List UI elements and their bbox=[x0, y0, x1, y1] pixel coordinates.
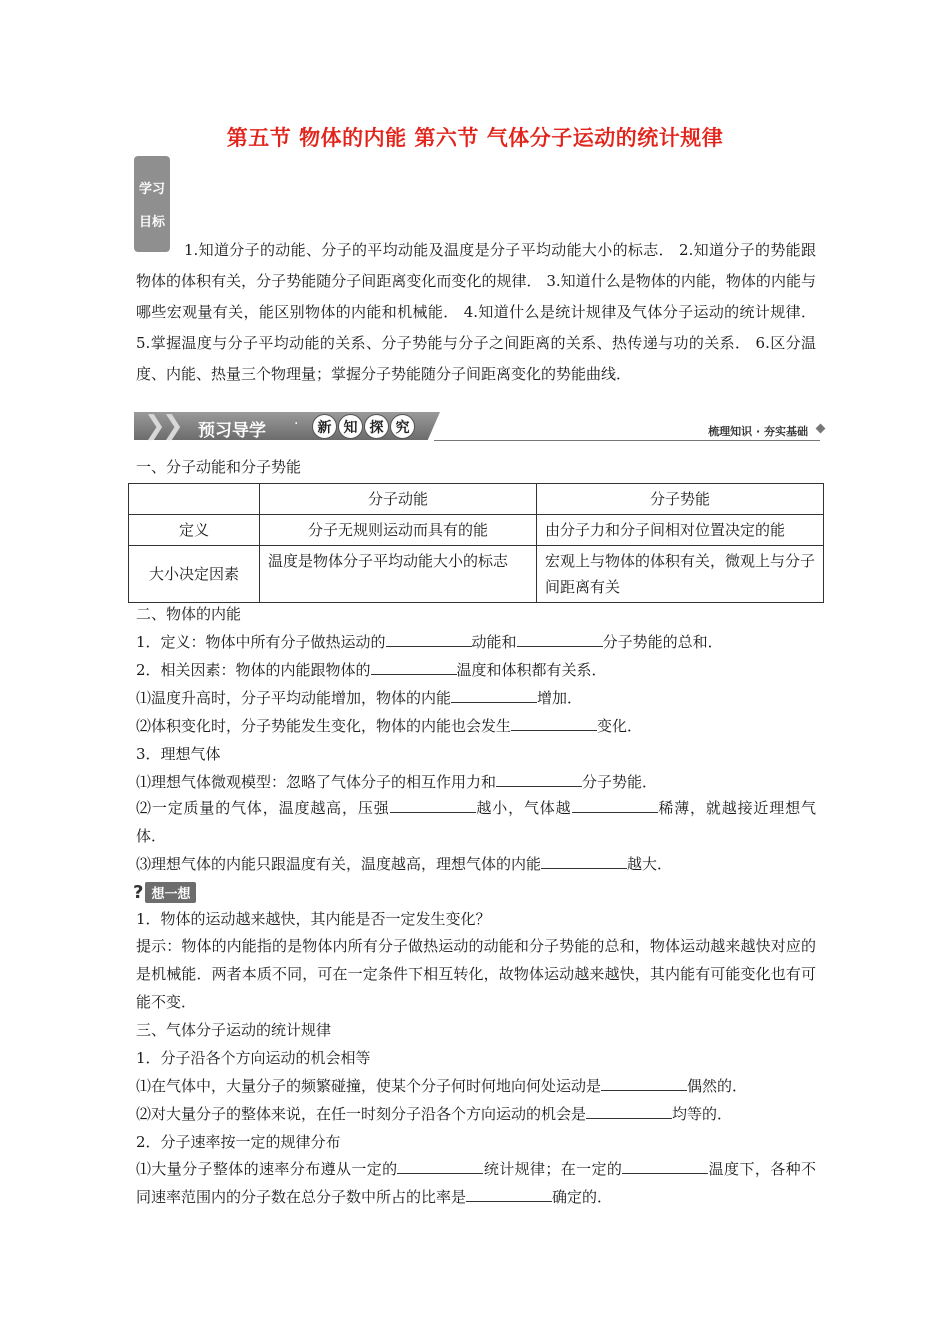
table-header-cell: 分子势能 bbox=[537, 484, 824, 515]
section2-line6: ⑴理想气体微观模型：忽略了气体分子的相互作用力和 分子势能． bbox=[136, 770, 816, 794]
goal-tab-line1: 学习 bbox=[138, 182, 165, 197]
section2-line4: ⑵体积变化时，分子势能发生变化，物体的内能也会发生 变化． bbox=[136, 714, 816, 738]
table-header-cell: 分子动能 bbox=[260, 484, 537, 515]
section1-heading: 一、分子动能和分子势能 bbox=[136, 458, 302, 476]
page-title: 第五节 物体的内能 第六节 气体分子运动的统计规律 bbox=[226, 126, 724, 150]
banner-pill: 探 bbox=[364, 414, 389, 439]
section2-line1: 1．定义：物体中所有分子做热运动的 动能和 分子势能的总和． bbox=[136, 630, 816, 654]
goal-tab-line2: 目标 bbox=[138, 215, 165, 230]
fill-blank[interactable] bbox=[517, 630, 603, 647]
fill-blank[interactable] bbox=[451, 686, 537, 703]
table-cell: 宏观上与物体的体积有关，微观上与分子间距离有关 bbox=[537, 546, 824, 603]
banner-subtitle: 梳理知识 · 夯实基础 bbox=[708, 425, 808, 438]
table-cell: 分子无规则运动而具有的能 bbox=[260, 515, 537, 546]
table-cell: 大小决定因素 bbox=[129, 546, 260, 603]
learning-goals-text: 1.知道分子的动能、分子的平均动能及温度是分子平均动能大小的标志． 2.知道分子的势能跟物体的体积有关，分子势能随分子间距离变化而变化的规律． 3.知道什么是物体的内能，物体的内能与哪些宏观量有关，能区别物体的内能和机械能． 4.知道什么是统计规律及气体分子运动的统计规律． 5.掌握温度与分子平均动能的关系、分子势能与分子之间距离的关系、热传递与功的关系． 6.区分温度、内能、热量三个物理量；掌握分子势能随分子间距离变化的势能曲线． bbox=[136, 241, 816, 383]
section3-heading: 三、气体分子运动的统计规律 bbox=[136, 1021, 332, 1039]
banner-dot: · bbox=[294, 416, 299, 432]
comparison-table bbox=[128, 483, 824, 603]
fill-blank[interactable] bbox=[386, 630, 472, 647]
section2-line7: ⑵一定质量的气体，温度越高，压强 越小，气体越 稀薄，就越接近理想气体． bbox=[136, 794, 816, 850]
section2-line5: 3．理想气体 bbox=[136, 745, 221, 763]
fill-blank[interactable] bbox=[466, 1185, 552, 1202]
diamond-icon bbox=[816, 424, 826, 434]
table-header-row bbox=[129, 484, 824, 515]
fill-blank[interactable] bbox=[541, 852, 627, 869]
think-badge: 想一想 bbox=[145, 882, 196, 903]
section2-line3: ⑴温度升高时，分子平均动能增加，物体的内能 增加． bbox=[136, 686, 816, 710]
fill-blank[interactable] bbox=[371, 658, 457, 675]
question-icon: ? bbox=[133, 881, 144, 903]
chevron-right-icon: ❯ bbox=[144, 411, 166, 441]
banner-pill: 新 bbox=[312, 414, 337, 439]
fill-blank[interactable] bbox=[601, 1074, 687, 1091]
table-cell: 定义 bbox=[129, 515, 260, 546]
section3-line3: ⑵对大量分子的整体来说，在任一时刻分子沿各个方向运动的机会是 均等的． bbox=[136, 1102, 816, 1126]
table-row bbox=[129, 546, 824, 603]
fill-blank[interactable] bbox=[511, 714, 597, 731]
banner-rule bbox=[434, 440, 820, 441]
think-question: 1．物体的运动越来越快，其内能是否一定发生变化？ bbox=[136, 910, 491, 928]
banner-pill: 究 bbox=[390, 414, 415, 439]
section-banner bbox=[134, 408, 824, 442]
section3-line5: ⑴大量分子整体的速率分布遵从一定的 统计规律；在一定的 温度下，各种不同速率范围内的分子数在总分子数中所占的比率是 确定的． bbox=[136, 1155, 816, 1211]
fill-blank[interactable] bbox=[496, 770, 582, 787]
table-cell: 由分子力和分子间相对位置决定的能 bbox=[537, 515, 824, 546]
think-answer: 提示：物体的内能指的是物体内所有分子做热运动的动能和分子势能的总和，物体运动越来越快对应的是机械能．两者本质不同，可在一定条件下相互转化，故物体运动越来越快，其内能有可能变化也有可能不变． bbox=[136, 937, 816, 1011]
fill-blank[interactable] bbox=[397, 1157, 483, 1174]
table-cell: 温度是物体分子平均动能大小的标志 bbox=[260, 546, 537, 603]
section2-line8: ⑶理想气体的内能只跟温度有关，温度越高，理想气体的内能 越大． bbox=[136, 852, 816, 876]
fill-blank[interactable] bbox=[622, 1157, 708, 1174]
chevron-right-icon: ❯ bbox=[162, 411, 184, 441]
section2-heading: 二、物体的内能 bbox=[136, 605, 242, 623]
section3-line1: 1．分子沿各个方向运动的机会相等 bbox=[136, 1049, 371, 1067]
fill-blank[interactable] bbox=[586, 1102, 672, 1119]
banner-label: 预习导学 bbox=[198, 421, 266, 441]
banner-pill: 知 bbox=[338, 414, 363, 439]
section3-line4: 2．分子速率按一定的规律分布 bbox=[136, 1133, 341, 1151]
section2-line2: 2．相关因素：物体的内能跟物体的 温度和体积都有关系． bbox=[136, 658, 816, 682]
fill-blank[interactable] bbox=[390, 796, 476, 813]
fill-blank[interactable] bbox=[572, 796, 658, 813]
section3-line2: ⑴在气体中，大量分子的频繁碰撞，使某个分子何时何地向何处运动是 偶然的． bbox=[136, 1074, 816, 1098]
table-header-cell bbox=[129, 484, 260, 515]
banner-pills bbox=[312, 414, 415, 439]
table-row bbox=[129, 515, 824, 546]
think-label bbox=[133, 882, 196, 902]
